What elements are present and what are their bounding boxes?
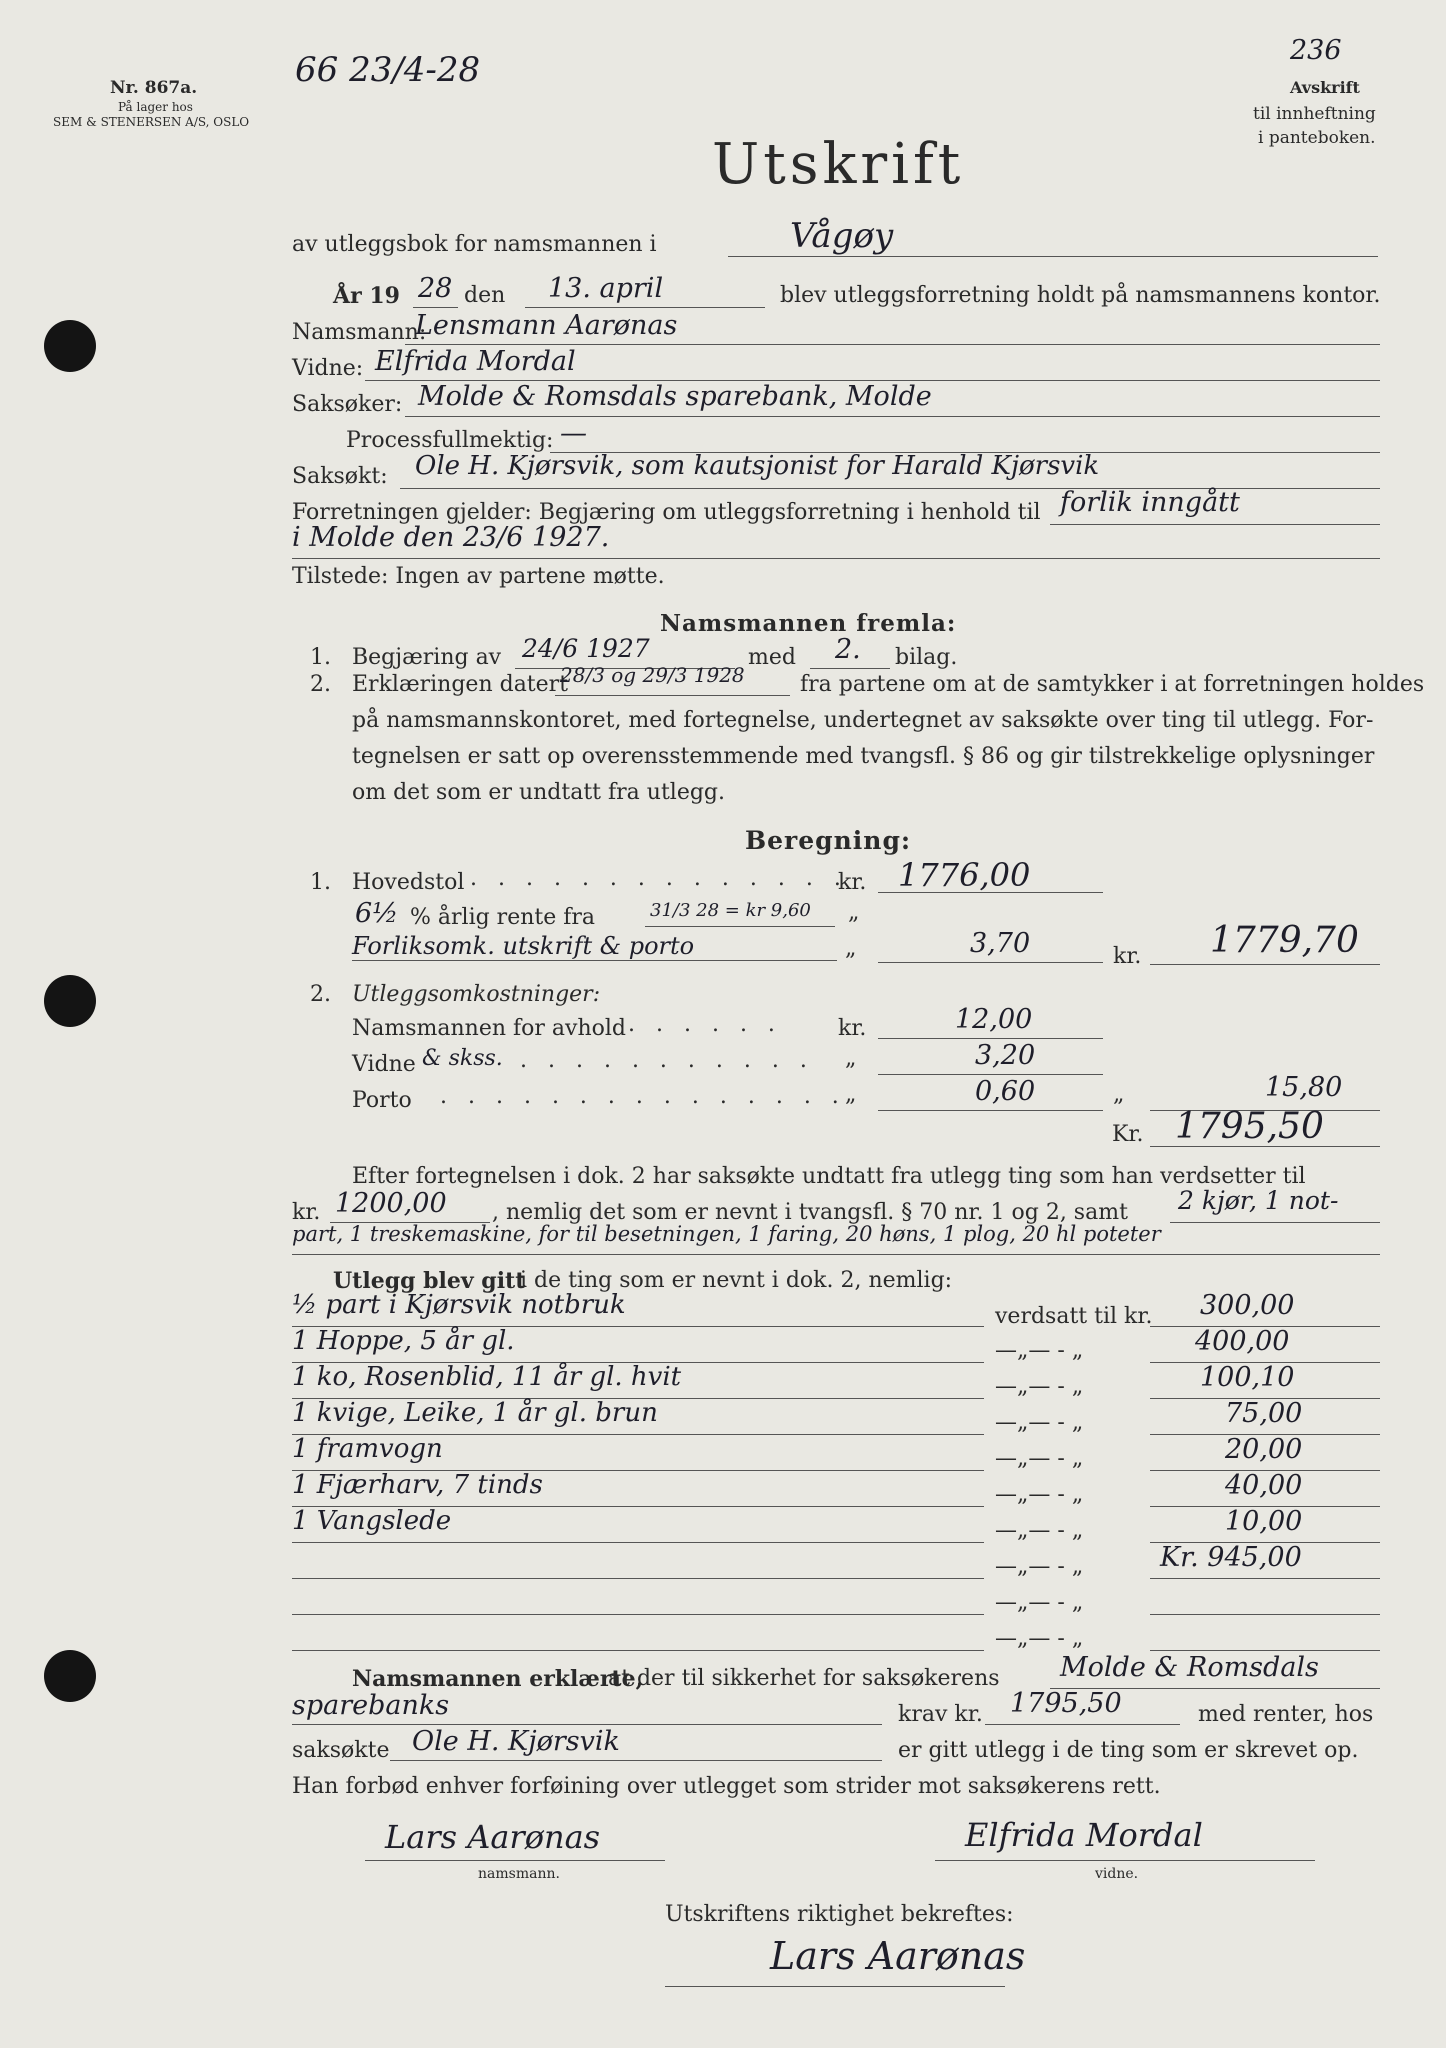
undtatt-value: 1200,00 — [335, 1188, 447, 1219]
fremla-item2-label: Erklæringen datert — [352, 672, 569, 697]
forliksomk-value: 3,70 — [970, 928, 1031, 959]
fremla-item2-number: 2. — [310, 672, 331, 697]
erklaering-bold: Namsmannen erklærte, — [352, 1666, 644, 1692]
rente-label: % årlig rente fra — [410, 905, 596, 930]
undtatt-kr-label: kr. — [292, 1200, 321, 1225]
fremla-heading: Namsmannen fremla: — [660, 610, 957, 637]
verdsatt-label: verdsatt til kr. — [995, 1304, 1153, 1329]
fremla-item1-med: med — [748, 645, 796, 670]
rente-ditto: „ — [848, 900, 860, 925]
publisher-line-2: SEM & STENERSEN A/S, OSLO — [53, 115, 250, 129]
avhold-rule — [878, 1038, 1103, 1039]
creditor-value-2: sparebanks — [292, 1690, 450, 1721]
rente-rule — [645, 926, 835, 927]
undtatt-handwritten-2: part, 1 treskemaskine, for til besetningen, 1 faring, 20 høns, 1 plog, 20 hl poteter — [292, 1222, 1161, 1246]
handwritten-reference: 66 23/4-28 — [295, 50, 481, 90]
fremla-item2-date: 28/3 og 29/3 1928 — [560, 663, 745, 687]
forretningen-label: Forretningen gjelder: Begjæring om utleggsforretning i henhold til — [292, 500, 1041, 525]
utlegg-item-value: 40,00 — [1225, 1470, 1303, 1501]
namsmann-label: Namsmann: — [292, 320, 427, 345]
vidne-label: Vidne: — [292, 356, 364, 381]
utlegg-item-value: 75,00 — [1225, 1398, 1303, 1429]
utlegg-item-rule — [292, 1614, 984, 1615]
final-signature: Lars Aarønas — [770, 1934, 1026, 1978]
utlegg-ditto-marks: —„— - „ — [995, 1626, 1084, 1651]
avhold-kr: kr. — [838, 1016, 867, 1041]
fremla-item1-label: Begjæring av — [352, 645, 502, 670]
porto-leader: . . . . . . . . . . . . . . . — [440, 1084, 846, 1109]
forliksomk-value-rule — [878, 962, 1103, 963]
avskrift-label: Avskrift — [1290, 78, 1360, 97]
vidne-cost-label: Vidne — [352, 1052, 416, 1077]
renter-text: med renter, hos — [1198, 1702, 1374, 1727]
saksokte-rule — [390, 1760, 882, 1761]
avhold-value: 12,00 — [955, 1004, 1033, 1035]
utlegg-item-text: 1 Fjærharv, 7 tinds — [292, 1470, 543, 1500]
utlegg-item-value: 10,00 — [1225, 1506, 1303, 1537]
utlegg-heading-rest: i de ting som er nevnt i dok. 2, nemlig: — [520, 1268, 953, 1293]
utlegg-heading-bold: Utlegg blev gitt — [333, 1268, 526, 1294]
krav-label: krav kr. — [898, 1702, 983, 1727]
total-rule — [1150, 1146, 1380, 1147]
porto-ditto: „ — [845, 1082, 857, 1107]
saksoker-value: Molde & Romsdals sparebank, Molde — [418, 381, 932, 412]
namsmann-signature-label: namsmann. — [478, 1866, 560, 1882]
forliksomk-ditto: „ — [845, 936, 857, 961]
utlegg-ditto-marks: —„— - „ — [995, 1446, 1084, 1471]
processfullmektig-value: — — [560, 418, 587, 449]
namsmann-value: Lensmann Aarønas — [415, 310, 678, 341]
subtotal2-ditto: „ — [1113, 1082, 1125, 1107]
avhold-label: Namsmannen for avhold — [352, 1016, 626, 1041]
utlegg-item-rule — [292, 1542, 984, 1543]
total-label: Kr. — [1112, 1122, 1144, 1147]
erklaering-rest: at der til sikkerhet for saksøkerens — [608, 1666, 1000, 1691]
vidne-signature-rule — [935, 1860, 1315, 1861]
forretningen-value-1: forlik inngått — [1060, 487, 1240, 518]
form-number: Nr. 867a. — [110, 78, 198, 98]
fremla-item1-count-rule — [810, 668, 890, 669]
avskrift-note-1: til innheftning — [1253, 104, 1376, 124]
hovedstol-rule — [878, 892, 1103, 893]
undtatt-line-1: Efter fortegnelsen i dok. 2 har saksøkte undtatt fra utlegg ting som han verdsetter til — [352, 1164, 1306, 1189]
page-title: Utskrift — [712, 132, 965, 197]
vidne-value: Elfrida Mordal — [375, 346, 576, 377]
utlegg-item-text: 1 Vangslede — [292, 1506, 452, 1536]
hovedstol-value: 1776,00 — [898, 856, 1031, 894]
beregning-item2-number: 2. — [310, 982, 331, 1007]
page-number: 236 — [1290, 35, 1342, 66]
creditor-rule-2 — [292, 1724, 882, 1725]
date-den: den — [464, 283, 506, 308]
fremla-item2-rest: fra partene om at de samtykker i at forretningen holdes — [800, 672, 1425, 697]
forliksomk-label: Forliksomk. utskrift & porto — [352, 932, 695, 960]
vidne-cost-leader: . . . . . . . . . . . — [520, 1048, 814, 1073]
utleggsomkostninger-heading: Utleggsomkostninger: — [352, 982, 601, 1007]
forretningen-rule-1 — [1050, 524, 1380, 525]
subtotal1-rule — [1150, 964, 1380, 965]
processfullmektig-label: Processfullmektig: — [346, 428, 554, 453]
undtatt-rule-2 — [292, 1254, 1380, 1255]
punch-hole-top — [44, 320, 96, 372]
final-signature-rule — [665, 1986, 1005, 1987]
utlegg-ditto-marks: —„— - „ — [995, 1590, 1084, 1615]
saksokt-value: Ole H. Kjørsvik, som kautsjonist for Harald Kjørsvik — [415, 451, 1100, 481]
hovedstol-label: Hovedstol — [352, 870, 465, 895]
forretningen-value-2: i Molde den 23/6 1927. — [292, 522, 610, 553]
year-value: 28 — [418, 273, 453, 304]
vidne-signature-label: vidne. — [1095, 1866, 1139, 1882]
date-rule — [525, 307, 765, 308]
forliksomk-label-rule — [352, 960, 837, 961]
vidne-signature: Elfrida Mordal — [965, 1816, 1203, 1854]
krav-value: 1795,50 — [1010, 1688, 1122, 1719]
utlegg-value-rule — [1150, 1578, 1380, 1579]
utlegg-item-text: 1 kvige, Leike, 1 år gl. brun — [292, 1398, 658, 1428]
porto-rule — [878, 1110, 1103, 1111]
utlegg-ditto-marks: —„— - „ — [995, 1482, 1084, 1507]
utlegg-item-rule — [292, 1578, 984, 1579]
forbod-text: Han forbød enhver forføining over utlegget som strider mot saksøkerens rett. — [292, 1774, 1161, 1799]
rente-value: 31/3 28 = kr 9,60 — [650, 900, 811, 921]
fremla-paragraph-line-2: tegnelsen er satt op overensstemmende med tvangsfl. § 86 og gir tilstrekkelige oplysninger — [352, 744, 1375, 769]
subtotal1-kr: kr. — [1113, 944, 1142, 969]
utlegg-total: Kr. 945,00 — [1160, 1542, 1302, 1573]
intro-label: av utleggsbok for namsmannen i — [292, 232, 657, 257]
avskrift-note-2: i panteboken. — [1258, 128, 1376, 148]
rente-percent: 6½ — [355, 898, 399, 929]
utlegg-item-text: 1 ko, Rosenblid, 11 år gl. hvit — [292, 1362, 682, 1392]
fremla-paragraph-line-3: om det som er undtatt fra utlegg. — [352, 780, 726, 805]
year-rule — [413, 307, 458, 308]
avhold-leader: . . . . . . — [628, 1012, 782, 1037]
saksokte-value: Ole H. Kjørsvik — [412, 1726, 620, 1757]
utlegg-item-value: 300,00 — [1200, 1290, 1295, 1321]
saksokt-label: Saksøkt: — [292, 464, 388, 489]
utlegg-ditto-marks: —„— - „ — [995, 1410, 1084, 1435]
subtotal2-value: 15,80 — [1265, 1072, 1343, 1103]
forretningen-rule-2 — [292, 558, 1380, 559]
utlegg-item-rule — [292, 1650, 984, 1651]
saksoker-label: Saksøker: — [292, 392, 403, 417]
utlegg-item-text: ½ part i Kjørsvik notbruk — [292, 1290, 626, 1320]
creditor-value-1: Molde & Romsdals — [1060, 1652, 1319, 1683]
krav-rule — [985, 1724, 1180, 1725]
fremla-item2-date-rule — [555, 695, 790, 696]
vidne-cost-ditto: „ — [845, 1046, 857, 1071]
utlegg-item-value: 100,10 — [1200, 1362, 1295, 1393]
utlegg-value-rule — [1150, 1650, 1380, 1651]
fremla-item1-number: 1. — [310, 645, 331, 670]
utlegg-ditto-marks: —„— - „ — [995, 1338, 1084, 1363]
hovedstol-kr: kr. — [838, 870, 867, 895]
gitt-text: er gitt utlegg i de ting som er skrevet op. — [898, 1738, 1359, 1763]
beregning-item1-number: 1. — [310, 870, 331, 895]
utlegg-item-text: 1 Hoppe, 5 år gl. — [292, 1326, 515, 1356]
beregning-heading: Beregning: — [745, 826, 912, 855]
fremla-item1-suffix: bilag. — [895, 645, 958, 670]
utlegg-ditto-marks: —„— - „ — [995, 1554, 1084, 1579]
publisher-line-1: På lager hos — [118, 100, 193, 114]
utlegg-value-rule — [1150, 1614, 1380, 1615]
total-value: 1795,50 — [1175, 1106, 1324, 1147]
vidne-cost-rule — [878, 1074, 1103, 1075]
bekreftes-text: Utskriftens riktighet bekreftes: — [665, 1902, 1014, 1927]
tilstede-line: Tilstede: Ingen av partene møtte. — [292, 564, 665, 589]
punch-hole-bottom — [44, 1650, 96, 1702]
utlegg-item-text: 1 framvogn — [292, 1434, 443, 1464]
year-label: År 19 — [333, 283, 400, 309]
namsmann-signature: Lars Aarønas — [385, 1818, 601, 1856]
fremla-paragraph-line-1: på namsmannskontoret, med fortegnelse, undertegnet av saksøkte over ting til utlegg. For- — [352, 708, 1374, 733]
vidne-cost-note: & skss. — [422, 1046, 503, 1071]
hovedstol-leader: . . . . . . . . . . . . . . — [470, 866, 848, 891]
district-value: Vågøy — [790, 216, 894, 256]
undtatt-mid: , nemlig det som er nevnt i tvangsfl. § 70 nr. 1 og 2, samt — [492, 1200, 1128, 1225]
fremla-item1-date: 24/6 1927 — [522, 634, 650, 663]
utlegg-item-value: 400,00 — [1195, 1326, 1290, 1357]
porto-label: Porto — [352, 1088, 412, 1113]
intro-rule — [728, 256, 1378, 257]
fremla-item1-count: 2. — [835, 634, 861, 665]
utlegg-ditto-marks: —„— - „ — [995, 1374, 1084, 1399]
namsmann-signature-rule — [365, 1860, 665, 1861]
date-value: 13. april — [548, 273, 664, 304]
porto-value: 0,60 — [975, 1076, 1036, 1107]
utlegg-ditto-marks: —„— - „ — [995, 1518, 1084, 1543]
namsmann-rule — [405, 344, 1380, 345]
punch-hole-middle — [44, 975, 96, 1027]
date-suffix: blev utleggsforretning holdt på namsmannens kontor. — [780, 283, 1381, 308]
saksokte-label: saksøkte — [292, 1738, 390, 1763]
utlegg-item-value: 20,00 — [1225, 1434, 1303, 1465]
vidne-cost-value: 3,20 — [975, 1040, 1036, 1071]
undtatt-handwritten-1: 2 kjør, 1 not- — [1178, 1186, 1339, 1215]
saksoker-rule — [405, 416, 1380, 417]
undtatt-rule-1 — [1170, 1222, 1380, 1223]
subtotal1-value: 1779,70 — [1210, 920, 1359, 961]
